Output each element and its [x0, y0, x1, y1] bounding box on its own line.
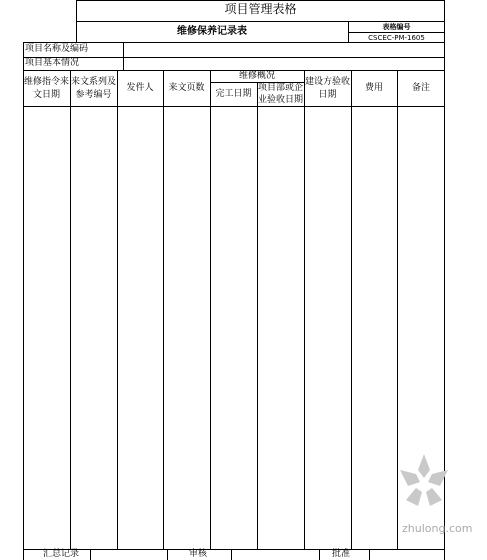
- border-top: [76, 0, 445, 1]
- form-number-label: 表格编号: [382, 23, 411, 31]
- rule: [23, 549, 445, 550]
- project-basic-label: 项目基本情况: [25, 58, 80, 68]
- watermark-logo: [392, 452, 456, 516]
- review-label: 审核: [189, 549, 208, 559]
- maintenance-record-form: [23, 0, 445, 560]
- col-header-reference-l1: 来文系列及: [70, 77, 116, 87]
- approve-label: 批准: [332, 549, 351, 559]
- rule: [210, 70, 211, 549]
- col-header-reference-l2: 参考编号: [75, 90, 112, 100]
- col-header-page-count: 来文页数: [168, 83, 205, 93]
- col-header-sender: 发件人: [126, 83, 154, 93]
- col-header-completion-date: 完工日期: [215, 89, 252, 99]
- form-number: CSCEC-PM-1605: [368, 34, 425, 42]
- project-name-label: 项目名称及编码: [25, 44, 89, 54]
- form-category-title: 项目管理表格: [224, 2, 297, 16]
- col-header-cost: 费用: [364, 83, 383, 93]
- col-header-owner-acceptance-l1: 建设方验收: [304, 77, 350, 87]
- rule: [163, 70, 164, 549]
- summary-label: 汇总记录: [43, 549, 80, 559]
- rule: [369, 549, 370, 560]
- col-header-acceptance-date-l2: 业验收日期: [257, 95, 303, 105]
- rule: [351, 70, 352, 549]
- rule: [90, 549, 91, 560]
- col-header-instruction-date-l2: 文日期: [32, 90, 60, 100]
- rule: [319, 549, 320, 560]
- col-group-maintenance-overview: 维修概况: [238, 71, 275, 81]
- col-header-acceptance-date-l1: 项目部或企: [257, 83, 303, 93]
- watermark-text: zhulong.com: [402, 522, 473, 535]
- form-title: 维修保养记录表: [177, 26, 247, 37]
- rule: [257, 82, 258, 549]
- border-left: [23, 42, 24, 560]
- rule: [117, 70, 118, 549]
- col-header-instruction-date-l1: 维修指令来: [23, 77, 69, 87]
- col-header-remarks: 备注: [411, 83, 430, 93]
- rule: [70, 70, 71, 549]
- col-header-owner-acceptance-l2: 日期: [318, 90, 337, 100]
- rule: [167, 549, 168, 560]
- rule: [304, 70, 305, 549]
- rule: [231, 549, 232, 560]
- rule: [23, 57, 445, 58]
- rule: [23, 106, 445, 107]
- rule: [123, 42, 124, 70]
